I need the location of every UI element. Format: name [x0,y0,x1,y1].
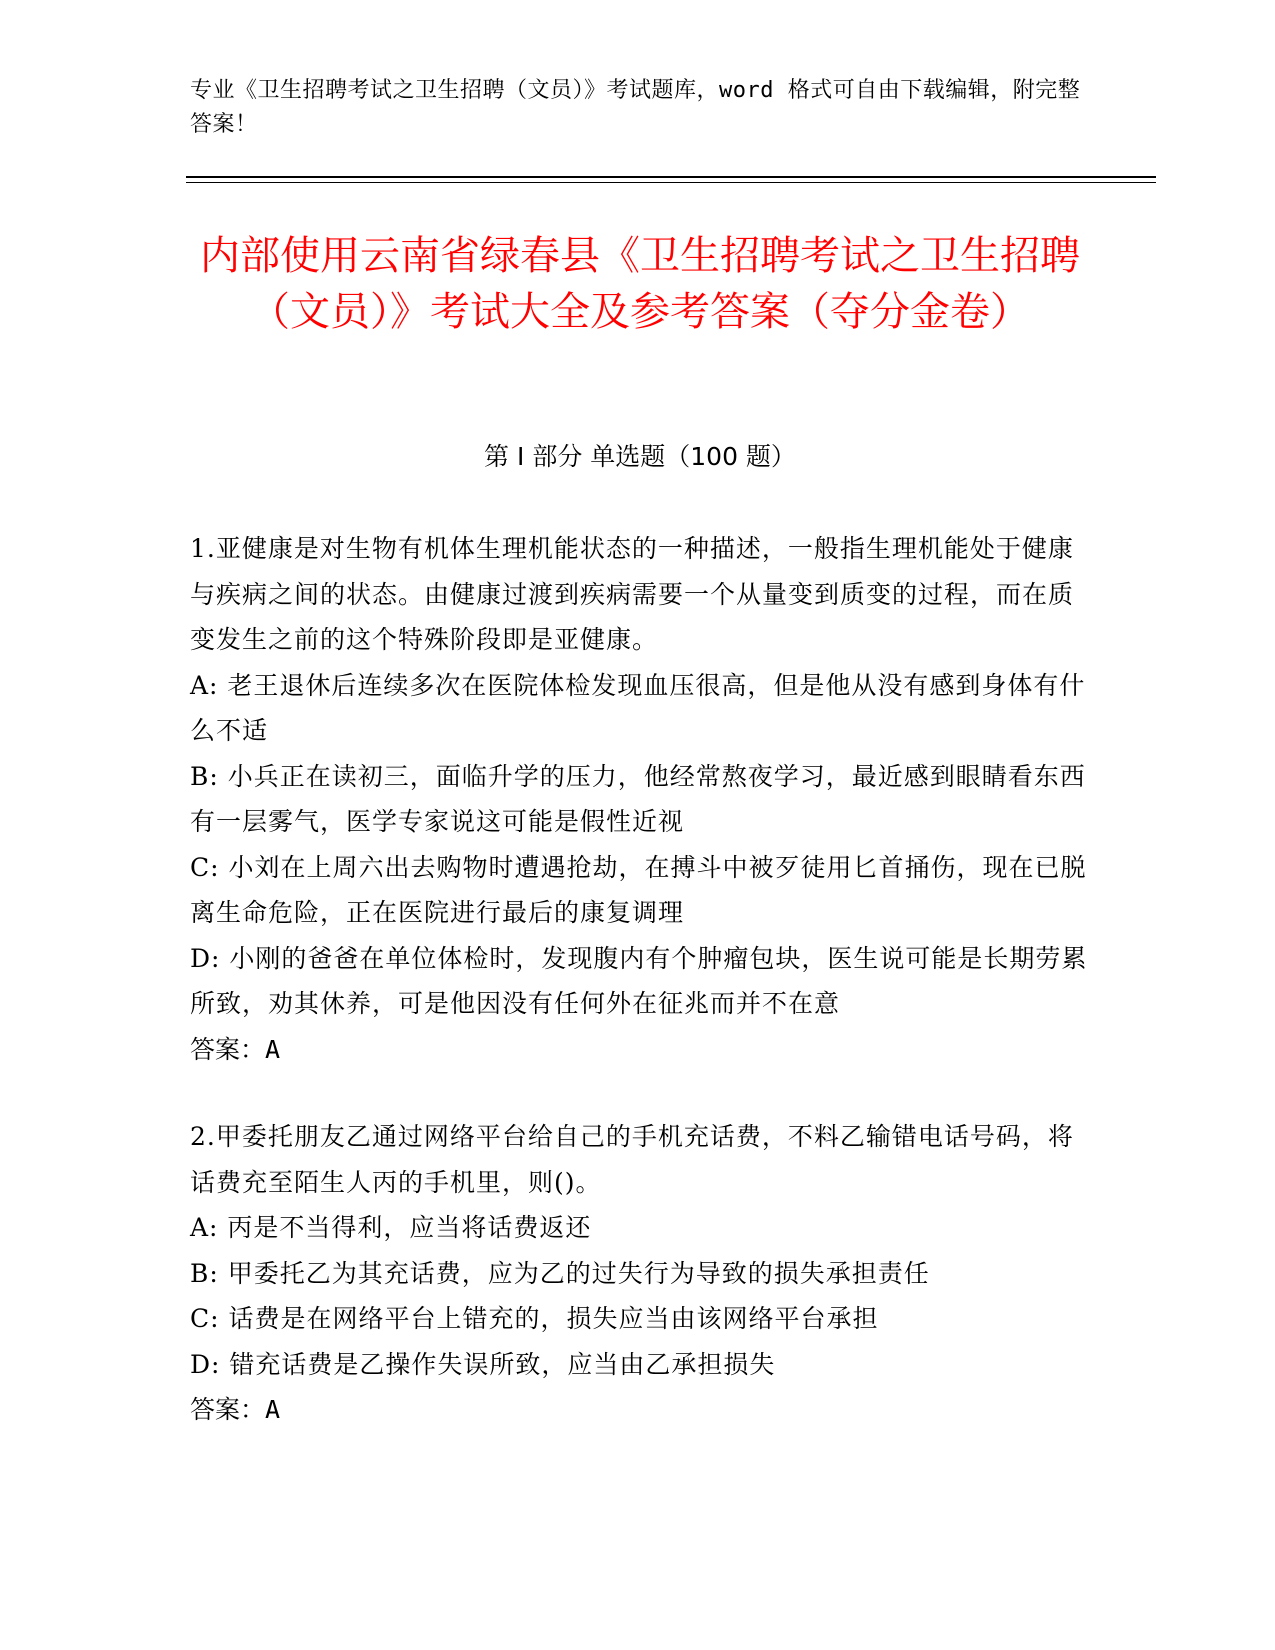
option-c: C: 小刘在上周六出去购物时遭遇抢劫，在搏斗中被歹徒用匕首捅伤，现在已脱离生命危险，正在医院进行最后的康复调理 [190,852,1087,927]
option-a: A: 老王退休后连续多次在医院体检发现血压很高，但是他从没有感到身体有什么不适 [190,670,1086,745]
header-divider-thin [186,182,1156,183]
option-b: B: 甲委托乙为其充话费，应为乙的过失行为导致的损失承担责任 [190,1258,930,1288]
answer-value: A [265,1395,281,1424]
section-heading: 第 I 部分 单选题（100 题） [484,442,796,471]
answer-label: 答案： [190,1395,266,1424]
answer-label: 答案： [190,1034,266,1064]
option-d: D: 小刚的爸爸在单位体检时，发现腹内有个肿瘤包块，医生说可能是长期劳累所致，劝其休养，可是他因没有任何外在征兆而并不在意 [190,943,1088,1018]
option-a: A: 丙是不当得利，应当将话费返还 [190,1213,592,1242]
question-stem: 2.甲委托朋友乙通过网络平台给自己的手机充话费，不料乙输错电话号码，将话费充至陌生人丙的手机里，则()。 [190,1122,1074,1197]
header-divider-thick [186,176,1156,178]
question-1 [190,526,1090,1072]
header-note: 专业《卫生招聘考试之卫生招聘（文员）》考试题库，word 格式可自由下载编辑，附完整答案！ [190,78,1081,137]
option-b: B: 小兵正在读初三，面临升学的压力，他经常熬夜学习，最近感到眼睛看东西有一层雾气，医学专家说这可能是假性近视 [190,761,1086,836]
answer-line [190,1387,1090,1433]
answer-line [190,1027,1090,1073]
option-d: D: 错充话费是乙操作失误所致，应当由乙承担损失 [190,1349,776,1379]
option-c: C: 话费是在网络平台上错充的，损失应当由该网络平台承担 [190,1304,879,1333]
question-stem: 1.亚健康是对生物有机体生理机能状态的一种描述，一般指生理机能处于健康与疾病之间的状态。由健康过渡到疾病需要一个从量变到质变的过程，而在质变发生之前的这个特殊阶段即是亚健康。 [190,534,1075,654]
document-title: 内部使用云南省绿春县《卫生招聘考试之卫生招聘（文员）》考试大全及参考答案（夺分金卷） [200,233,1080,335]
answer-value: A [265,1034,281,1064]
question-2 [190,1114,1090,1433]
